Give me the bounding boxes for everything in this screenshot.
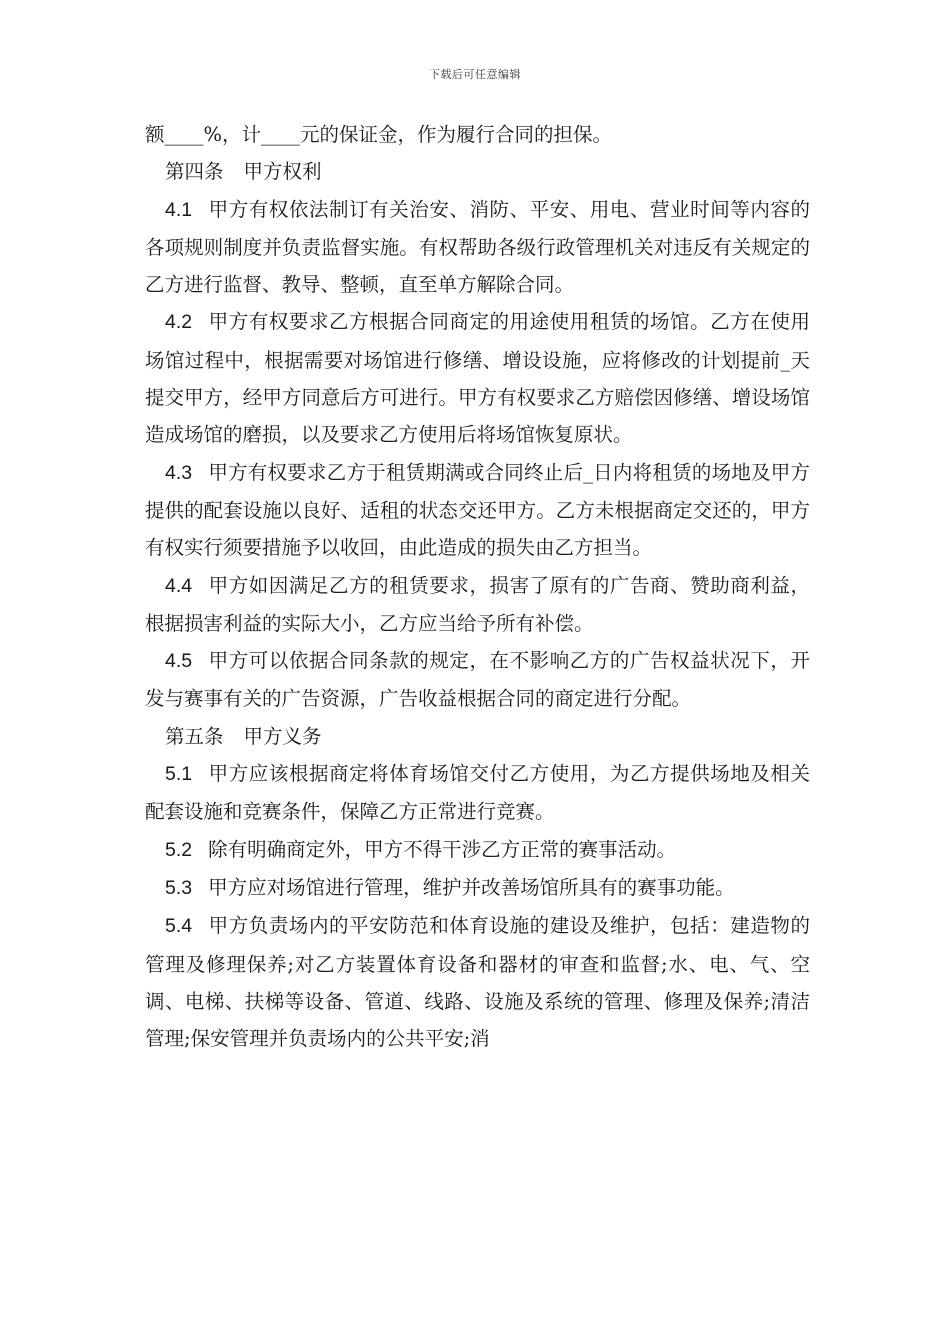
clause-5-4 <box>145 907 810 1057</box>
document-body <box>145 116 810 1057</box>
clause-4-4 <box>145 567 810 643</box>
clause-text: 甲方负责场内的平安防范和体育设施的建设及维护，包括：建造物的管理及修理保养;对乙方装置体育设备和器材的审查和监督;水、电、气、空调、电梯、扶梯等设备、管道、线路、设施及系统的管理、修理及保养;清洁管理;保安管理并负责场内的公共平安;消 <box>145 914 810 1051</box>
clause-5-2 <box>145 831 810 869</box>
clause-number: 4.5 <box>165 650 193 673</box>
clause-5-3 <box>145 869 810 907</box>
clause-text: 甲方如因满足乙方的租赁要求，损害了原有的广告商、赞助商利益，根据损害利益的实际大小，乙方应当给予所有补偿。 <box>145 573 810 635</box>
clause-4-2 <box>145 303 810 453</box>
clause-4-1 <box>145 191 810 304</box>
clause-number: 4.2 <box>165 311 193 334</box>
clause-text: 甲方有权依法制订有关治安、消防、平安、用电、营业时间等内容的各项规则制度并负责监督实施。有权帮助各级行政管理机关对违反有关规定的乙方进行监督、教导、整顿，直至单方解除合同。 <box>145 197 810 297</box>
clause-text: 甲方有权要求乙方根据合同商定的用途使用租赁的场馆。乙方在使用场馆过程中，根据需要对场馆进行修缮、增设设施，应将修改的计划提前_天提交甲方，经甲方同意后方可进行。甲方有权要求乙方赔偿因修缮、增设场馆造成场馆的磨损，以及要求乙方使用后将场馆恢复原状。 <box>145 310 810 447</box>
clause-number: 4.3 <box>165 461 193 484</box>
clause-5-1 <box>145 755 810 831</box>
clause-number: 5.2 <box>165 838 193 861</box>
paragraph-text: 额____%，计____元的保证金，作为履行合同的担保。 <box>145 123 613 146</box>
clause-text: 除有明确商定外，甲方不得干涉乙方正常的赛事活动。 <box>208 837 677 861</box>
paragraph-0 <box>145 116 810 153</box>
section-title: 甲方义务 <box>243 724 322 748</box>
clause-text: 甲方可以依据合同条款的规定，在不影响乙方的广告权益状况下，开发与赛事有关的广告资源，广告收益根据合同的商定进行分配。 <box>145 649 810 711</box>
section-heading-5 <box>145 718 810 755</box>
clause-text: 甲方应对场馆进行管理，维护并改善场馆所具有的赛事功能。 <box>208 875 735 899</box>
clause-4-5 <box>145 642 810 718</box>
clause-number: 5.4 <box>165 915 193 938</box>
clause-text: 甲方有权要求乙方于租赁期满或合同终止后_日内将租赁的场地及甲方提供的配套设施以良好、适租的状态交还甲方。乙方未根据商定交还的，甲方有权实行须要措施予以收回，由此造成的损失由乙方担当。 <box>145 460 810 560</box>
clause-number: 4.4 <box>165 574 193 597</box>
section-title: 甲方权利 <box>243 160 322 184</box>
clause-number: 5.3 <box>165 876 193 899</box>
section-heading-4 <box>145 153 810 190</box>
clause-4-3 <box>145 454 810 567</box>
clause-text: 甲方应该根据商定将体育场馆交付乙方使用，为乙方提供场地及相关配套设施和竞赛条件，保障乙方正常进行竞赛。 <box>145 762 810 824</box>
clause-number: 4.1 <box>165 198 193 221</box>
section-number: 第四条 <box>165 160 224 184</box>
clause-number: 5.1 <box>165 763 193 786</box>
section-number: 第五条 <box>165 724 224 748</box>
page-header: 下载后可任意编辑 <box>429 68 521 81</box>
